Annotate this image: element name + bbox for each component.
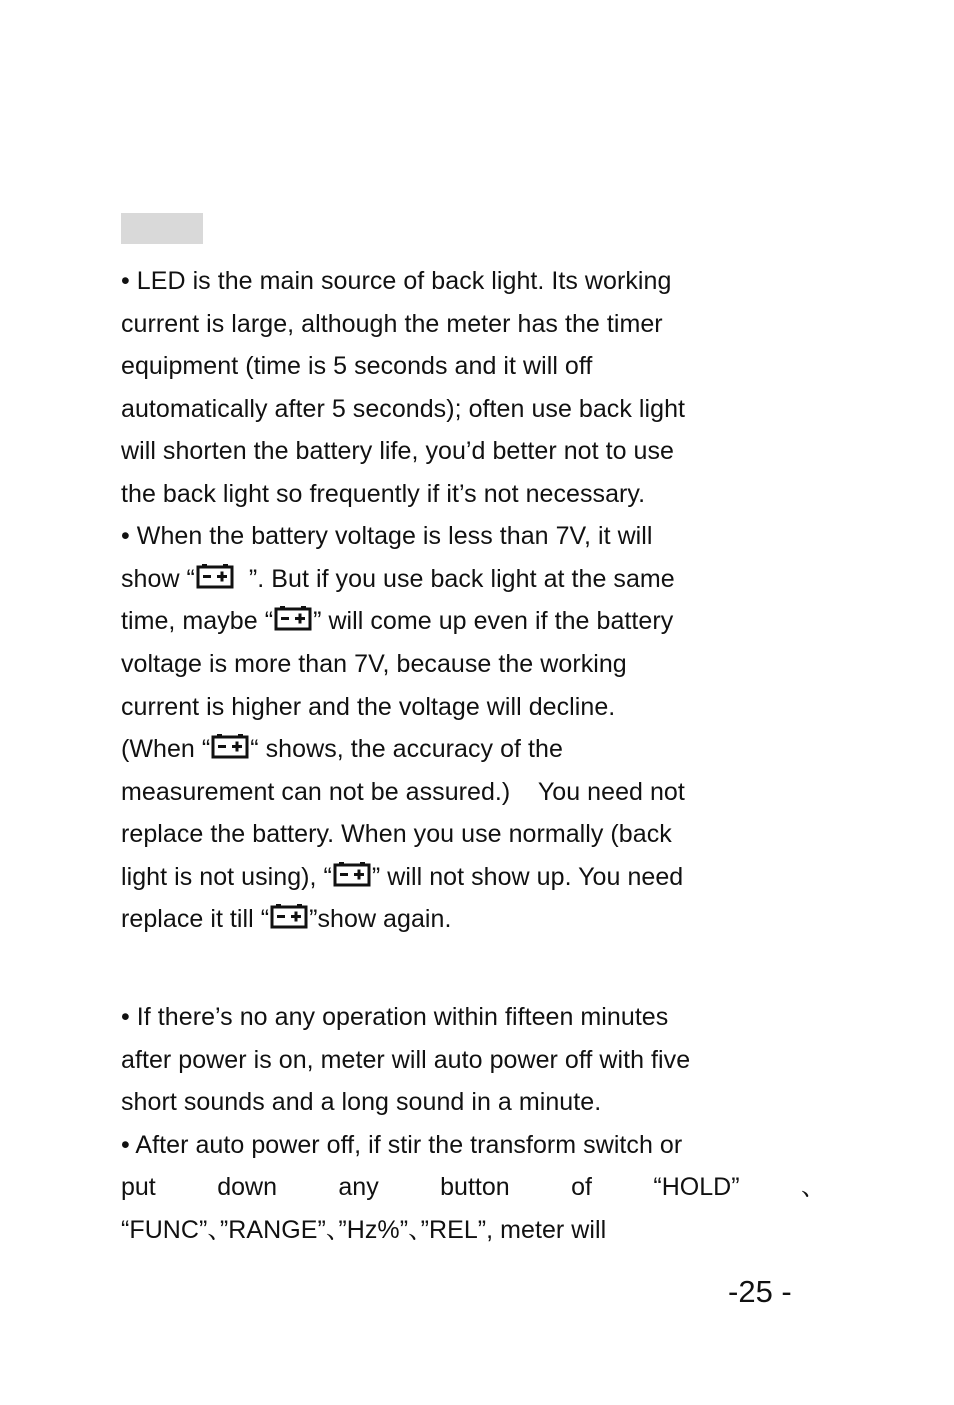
p3-line-1: • If there’s no any operation within fifteen minutes xyxy=(121,1003,669,1031)
p2-line-9 xyxy=(121,861,683,893)
p3-last-line: “FUNC”、”RANGE”、”Hz%”、”REL”, meter will xyxy=(121,1216,607,1244)
p3-line-2: after power is on, meter will auto power off with five xyxy=(121,1046,691,1074)
p3-line-3: short sounds and a long sound in a minute. xyxy=(121,1088,602,1116)
p1-line-2: current is large, although the meter has the timer xyxy=(121,310,663,338)
p2-line-8: replace the battery. When you use normally (back xyxy=(121,820,672,848)
p3-justified-line xyxy=(121,1171,826,1203)
p2-line-3-a: time, maybe “ xyxy=(121,607,274,635)
p1-line-3: equipment (time is 5 seconds and it will off xyxy=(121,352,593,380)
word: any xyxy=(338,1173,379,1201)
p1-line-5: will shorten the battery life, you’d better not to use xyxy=(121,437,675,465)
p2-line-2-a: show “ xyxy=(121,565,195,593)
p3-line-4: • After auto power off, if stir the transform switch or xyxy=(121,1131,683,1159)
p2-line-3-b: ” will come up even if the battery xyxy=(313,607,674,635)
word: “HOLD” xyxy=(653,1173,740,1201)
word: put xyxy=(121,1173,156,1201)
section-header-tab xyxy=(121,213,203,244)
p2-line-7: measurement can not be assured.) You need not xyxy=(121,778,685,806)
p2-line-1: • When the battery voltage is less than 7V, it will xyxy=(121,522,653,550)
p2-line-4: voltage is more than 7V, because the working xyxy=(121,650,627,678)
low-battery-icon xyxy=(196,563,234,589)
p2-line-6-b: “ shows, the accuracy of the xyxy=(250,735,563,763)
word: down xyxy=(217,1173,277,1201)
low-battery-icon xyxy=(270,903,308,929)
p2-line-10-a: replace it till “ xyxy=(121,905,270,933)
p1-line-6: the back light so frequently if it’s not necessary. xyxy=(121,480,646,508)
word: of xyxy=(571,1173,592,1201)
word: button xyxy=(440,1173,510,1201)
p2-line-10-b: ”show again. xyxy=(309,905,452,933)
p1-line-4: automatically after 5 seconds); often use back light xyxy=(121,395,686,423)
low-battery-icon xyxy=(333,861,371,887)
p2-line-5: current is higher and the voltage will decline. xyxy=(121,693,616,721)
p2-line-9-a: light is not using), “ xyxy=(121,863,332,891)
word: 、 xyxy=(800,1173,826,1201)
p2-line-6-a: (When “ xyxy=(121,735,211,763)
p2-line-10 xyxy=(121,903,451,935)
page-number: -25 - xyxy=(728,1274,792,1309)
p2-line-6 xyxy=(121,733,563,765)
p2-line-9-b: ” will not show up. You need xyxy=(371,863,684,891)
p2-line-2-b: ”. But if you use back light at the same xyxy=(234,565,675,593)
low-battery-icon xyxy=(211,733,249,759)
p1-line-1: • LED is the main source of back light. Its working xyxy=(121,267,672,295)
p2-line-3 xyxy=(121,605,673,637)
low-battery-icon xyxy=(274,605,312,631)
p2-line-2 xyxy=(121,563,675,595)
